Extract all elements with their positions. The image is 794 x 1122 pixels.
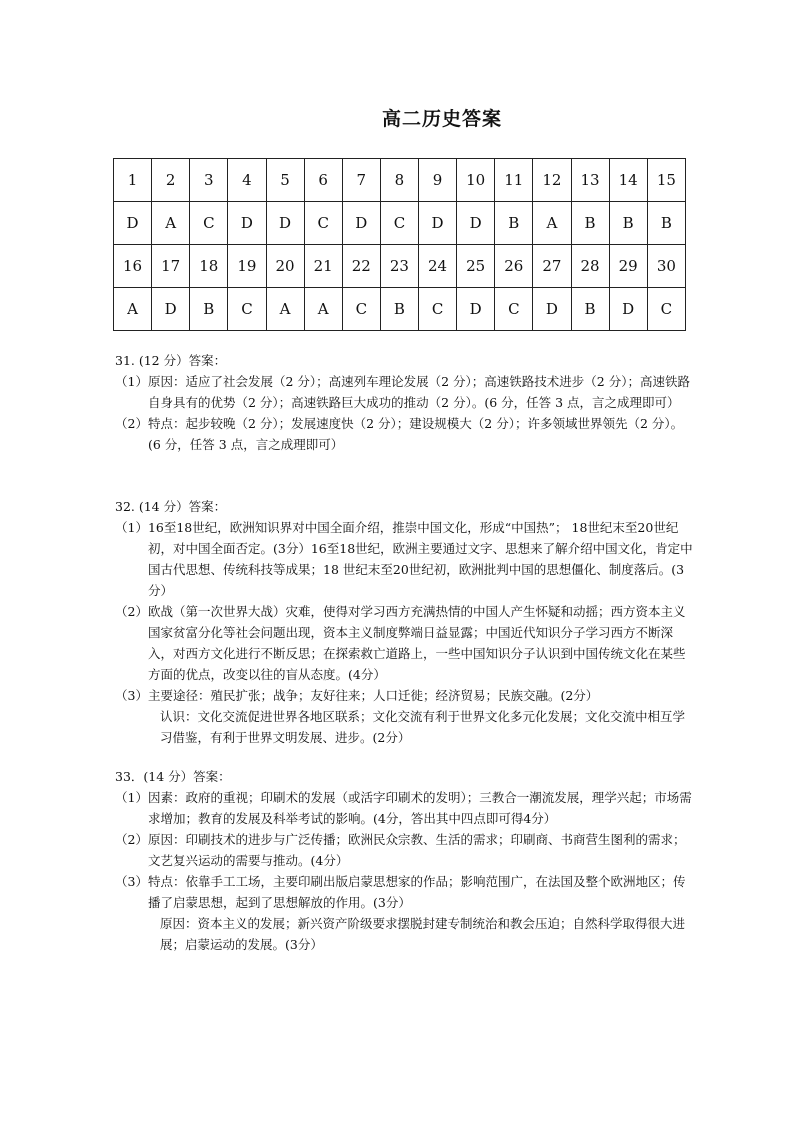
question-32-item-1: （1）16至18世纪，欧洲知识界对中国全面介绍，推崇中国文化，形成“中国热”； 18世纪末至20世纪初，对中国全面否定。(3分）16至18世纪，欧洲主要通过文字、思想来了解介绍中国文化，肯定中国古代思想、传统科技等成果；18 世纪末至20世纪初，欧洲批判中国的思想僵化、制度落后。(3分） [115, 520, 693, 598]
answer-table-cell: 3 [190, 159, 228, 202]
answer-table-cell: D [419, 202, 457, 245]
answer-table-cell: D [457, 202, 495, 245]
answer-table-cell: 25 [457, 245, 495, 288]
answer-table-cell: D [533, 288, 571, 331]
answer-table-cell: 26 [495, 245, 533, 288]
answer-table-cell: 27 [533, 245, 571, 288]
answer-table-cell: C [228, 288, 266, 331]
question-31-item-2: （2）特点：起步较晚（2 分）；发展速度快（2 分）；建设规模大（2 分）；许多领域世界领先（2 分）。(6 分，任答 3 点，言之成理即可） [115, 416, 684, 452]
answer-table-cell: A [152, 202, 190, 245]
question-31-item-1: （1）原因：适应了社会发展（2 分）；高速列车理论发展（2 分）；高速铁路技术进步（2 分）；高速铁路自身具有的优势（2 分）；高速铁路巨大成功的推动（2 分）。(6 分，任答 3 点，言之成理即可） [115, 374, 690, 410]
question-33-head: 33．(14 分）答案： [115, 769, 231, 784]
question-32 [115, 496, 695, 748]
answer-table-cell: 7 [342, 159, 380, 202]
answer-table-cell: C [419, 288, 457, 331]
question-33-item-1: （1）因素：政府的重视；印刷术的发展（或活字印刷术的发明）；三教合一潮流发展，理学兴起；市场需求增加；教育的发展及科举考试的影响。(4分，答出其中四点即可得4分） [115, 790, 692, 826]
answer-table-cell: 5 [266, 159, 304, 202]
answer-table-cell: 12 [533, 159, 571, 202]
answer-table-cell: 19 [228, 245, 266, 288]
question-32-item-3: （3）主要途径：殖民扩张；战争；友好往来；人口迁徙；经济贸易；民族交融。(2分） [115, 688, 599, 703]
answer-table-cell: C [342, 288, 380, 331]
answer-table-cell: 11 [495, 159, 533, 202]
answer-table-cell: 30 [647, 245, 685, 288]
answer-table-cell: D [342, 202, 380, 245]
answer-table-cell: 14 [609, 159, 647, 202]
question-31 [115, 350, 695, 455]
answer-table-cell: 22 [342, 245, 380, 288]
answer-table-cell: C [380, 202, 418, 245]
answer-table-cell: C [495, 288, 533, 331]
question-33-item-2: （2）原因：印刷技术的进步与广泛传播；欧洲民众宗教、生活的需求；印刷商、书商营生图利的需求；文艺复兴运动的需要与推动。(4分） [115, 832, 686, 868]
answer-table-cell: 23 [380, 245, 418, 288]
answer-table-row [114, 159, 686, 202]
answer-table-cell: C [190, 202, 228, 245]
answer-table-cell: A [266, 288, 304, 331]
answer-table-cell: A [304, 288, 342, 331]
question-31-head: 31. (12 分）答案： [115, 353, 227, 368]
answer-table-cell: C [304, 202, 342, 245]
question-32-head: 32. (14 分）答案： [115, 499, 227, 514]
answer-table-cell: 10 [457, 159, 495, 202]
answer-table-cell: 21 [304, 245, 342, 288]
answer-table-cell: B [380, 288, 418, 331]
question-33-item-3: （3）特点：依靠手工工场，主要印刷出版启蒙思想家的作品；影响范围广，在法国及整个欧洲地区；传播了启蒙思想，起到了思想解放的作用。(3分） [115, 874, 686, 910]
answer-table-cell: 17 [152, 245, 190, 288]
answer-table-cell: 15 [647, 159, 685, 202]
answer-table-cell: D [114, 202, 152, 245]
answer-table-cell: B [571, 202, 609, 245]
question-32-item-2: （2）欧战（第一次世界大战）灾难，使得对学习西方充满热情的中国人产生怀疑和动摇；西方资本主义国家贫富分化等社会问题出现，资本主义制度弊端日益显露；中国近代知识分子学习西方不断深入，对西方文化进行不断反思；在探索救亡道路上，一些中国知识分子认识到中国传统文化在某些方面的优点，改变以往的盲从态度。(4分） [115, 604, 686, 682]
answer-table [113, 158, 686, 331]
answer-table-cell: 1 [114, 159, 152, 202]
answer-table-cell: D [457, 288, 495, 331]
answer-table-row [114, 288, 686, 331]
answer-table-cell: 8 [380, 159, 418, 202]
answer-table-cell: 16 [114, 245, 152, 288]
question-32-note: 认识：文化交流促进世界各地区联系；文化交流有利于世界文化多元化发展；文化交流中相互学习借鉴，有利于世界文明发展、进步。(2分） [160, 709, 686, 745]
answer-table-cell: D [152, 288, 190, 331]
question-33-note: 原因：资本主义的发展；新兴资产阶级要求摆脱封建专制统治和教会压迫；自然科学取得很大进展；启蒙运动的发展。(3分） [160, 916, 686, 952]
answer-table-cell: C [647, 288, 685, 331]
answer-table-cell: B [190, 288, 228, 331]
answer-table-cell: B [647, 202, 685, 245]
answer-table-cell: 20 [266, 245, 304, 288]
answer-table-cell: 13 [571, 159, 609, 202]
answer-table-row [114, 245, 686, 288]
answer-table-cell: A [533, 202, 571, 245]
answer-table-cell: B [609, 202, 647, 245]
answer-table-cell: 24 [419, 245, 457, 288]
answer-table-cell: D [609, 288, 647, 331]
answer-table-cell: D [266, 202, 304, 245]
answer-table-cell: D [228, 202, 266, 245]
answer-table-row [114, 202, 686, 245]
answer-table-cell: 4 [228, 159, 266, 202]
question-33 [115, 766, 695, 955]
answer-table-cell: B [571, 288, 609, 331]
answer-table-cell: 28 [571, 245, 609, 288]
answer-table-cell: A [114, 288, 152, 331]
answer-table-cell: 6 [304, 159, 342, 202]
answer-table-cell: 9 [419, 159, 457, 202]
answer-table-cell: 18 [190, 245, 228, 288]
page-title: 高二历史答案 [381, 108, 502, 130]
answer-table-cell: 29 [609, 245, 647, 288]
answer-table-cell: 2 [152, 159, 190, 202]
answer-table-cell: B [495, 202, 533, 245]
